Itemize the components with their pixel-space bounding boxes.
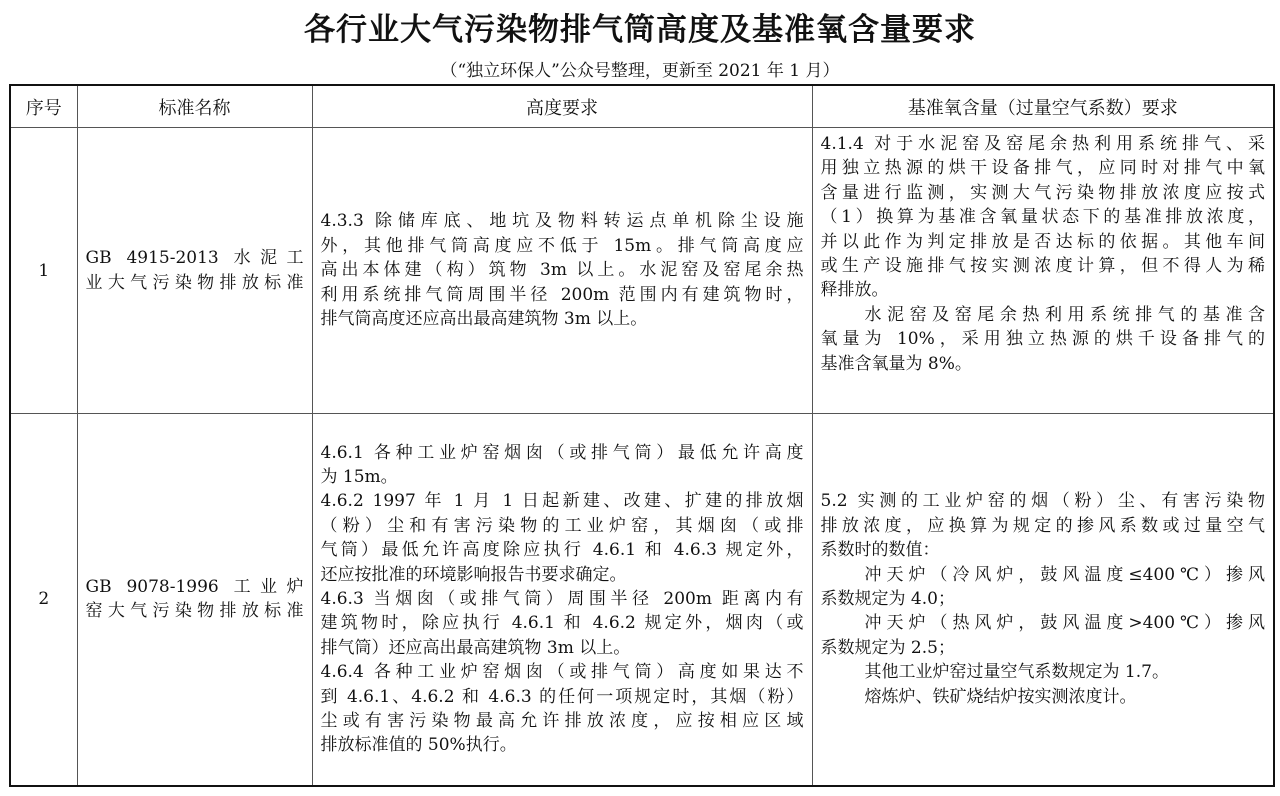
standards-table [9, 84, 1275, 787]
text-line: 4.6.3 当烟囱（或排气筒）周围半径 200m 距离内有 [320, 589, 804, 610]
standard-name-cell [77, 414, 312, 786]
document-title: 各行业大气污染物排气筒高度及基准氧含量要求 [304, 12, 976, 48]
text-line: 其他工业炉窑过量空气系数规定为 1.7。 [864, 662, 1169, 683]
text-line: 熔炼炉、铁矿烧结炉按实测浓度计。 [864, 686, 1137, 707]
text-line: （1）换算为基准含氧量状态下的基准排放浓度， [820, 207, 1265, 228]
text-line: 系数时的数值： [820, 540, 940, 561]
text-line: 含量进行监测，实测大气污染物排放浓度应按式 [820, 182, 1265, 203]
text-line: 排气筒高度还应高出最高建筑物 3m 以上。 [320, 309, 648, 330]
standard-name-line: 窑大气污染物排放标准 [85, 601, 304, 622]
height-requirement-cell [312, 128, 812, 414]
height-requirement-cell [312, 414, 812, 786]
text-line: 排放浓度，应换算为规定的掺风系数或过量空气 [820, 515, 1265, 536]
oxygen-requirement-cell [812, 414, 1274, 786]
text-line: 4.6.2 1997 年 1 月 1 日起新建、改建、扩建的排放烟 [320, 491, 804, 512]
text-line: 冲天炉（热风炉，鼓风温度>400℃）掺风 [864, 613, 1265, 634]
text-line: 外，其他排气筒高度应不低于 15m。排气筒高度应 [320, 235, 804, 256]
text-line: 水泥窑及窑尾余热利用系统排气的基准含 [864, 304, 1265, 325]
text-line: 系数规定为 4.0； [820, 589, 955, 610]
text-line: 系数规定为 2.5； [820, 637, 955, 658]
table-row [10, 414, 1274, 786]
standard-name-cell [77, 128, 312, 414]
text-line: 排气筒）还应高出最高建筑物 3m 以上。 [320, 637, 631, 658]
text-line: 氧量为 10%，采用独立热源的烘千设备排气的 [820, 329, 1265, 350]
header-name: 标准名称 [77, 85, 312, 128]
text-line: 利用系统排气筒周围半径 200m 范围内有建筑物时， [320, 284, 804, 305]
standard-name-line: 业大气污染物排放标准 [85, 272, 304, 293]
text-line: 4.6.1 各种工业炉窑烟囱（或排气筒）最低允许高度 [320, 442, 804, 463]
standard-name-line: GB 4915-2013 水泥工 [85, 248, 304, 269]
text-line: 到 4.6.1、4.6.2 和 4.6.3 的任何一项规定时，其烟（粉） [320, 686, 804, 707]
text-line: 尘或有害污染物最高允许排放浓度，应按相应区域 [320, 711, 804, 732]
text-line: 建筑物时，除应执行 4.6.1 和 4.6.2 规定外，烟肉（或 [320, 613, 804, 634]
header-height: 高度要求 [312, 85, 812, 128]
text-line: 4.6.4 各种工业炉窑烟囱（或排气筒）高度如果达不 [320, 662, 804, 683]
text-line: 冲天炉（冷风炉，鼓风温度≤400℃）掺风 [864, 564, 1265, 585]
document-subtitle: （“独立环保人”公众号整理，更新至 2021 年 1 月） [440, 61, 840, 81]
text-line: （粉）尘和有害污染物的工业炉窑，其烟囱（或排 [320, 515, 804, 536]
row-number: 2 [10, 414, 77, 786]
text-line: 高出本体建（构）筑物 3m 以上。水泥窑及窑尾余热 [320, 260, 804, 281]
oxygen-requirement-cell [812, 128, 1274, 414]
text-line: 或生产设施排气按实测浓度计算，但不得人为稀 [820, 256, 1265, 277]
text-line: 排放标准值的 50%执行。 [320, 735, 517, 756]
standard-name-line: GB 9078-1996 工业炉 [85, 576, 304, 597]
text-line: 气筒）最低允许高度除应执行 4.6.1 和 4.6.3 规定外， [320, 540, 804, 561]
header-oxygen: 基准氧含量（过量空气系数）要求 [812, 85, 1274, 128]
text-line: 释排放。 [820, 280, 889, 301]
text-line: 4.1.4 对于水泥窑及窑尾余热利用系统排气、采 [820, 134, 1265, 154]
text-line: 基准含氧量为 8%。 [820, 353, 972, 374]
text-line: 并以此作为判定排放是否达标的依据。其他车间 [820, 231, 1265, 252]
header-no: 序号 [10, 85, 77, 128]
text-line: 还应按批准的环境影响报告书要求确定。 [320, 564, 627, 585]
table-row [10, 128, 1274, 414]
text-line: 4.3.3 除储库底、地坑及物料转运点单机除尘设施 [320, 211, 804, 232]
text-line: 为 15m。 [320, 467, 398, 488]
text-line: 用独立热源的烘干设备排气，应同时对排气中氧 [820, 158, 1265, 179]
table-header-row [10, 85, 1274, 128]
row-number: 1 [10, 128, 77, 414]
text-line: 5.2 实测的工业炉窑的烟（粉）尘、有害污染物 [820, 491, 1265, 512]
